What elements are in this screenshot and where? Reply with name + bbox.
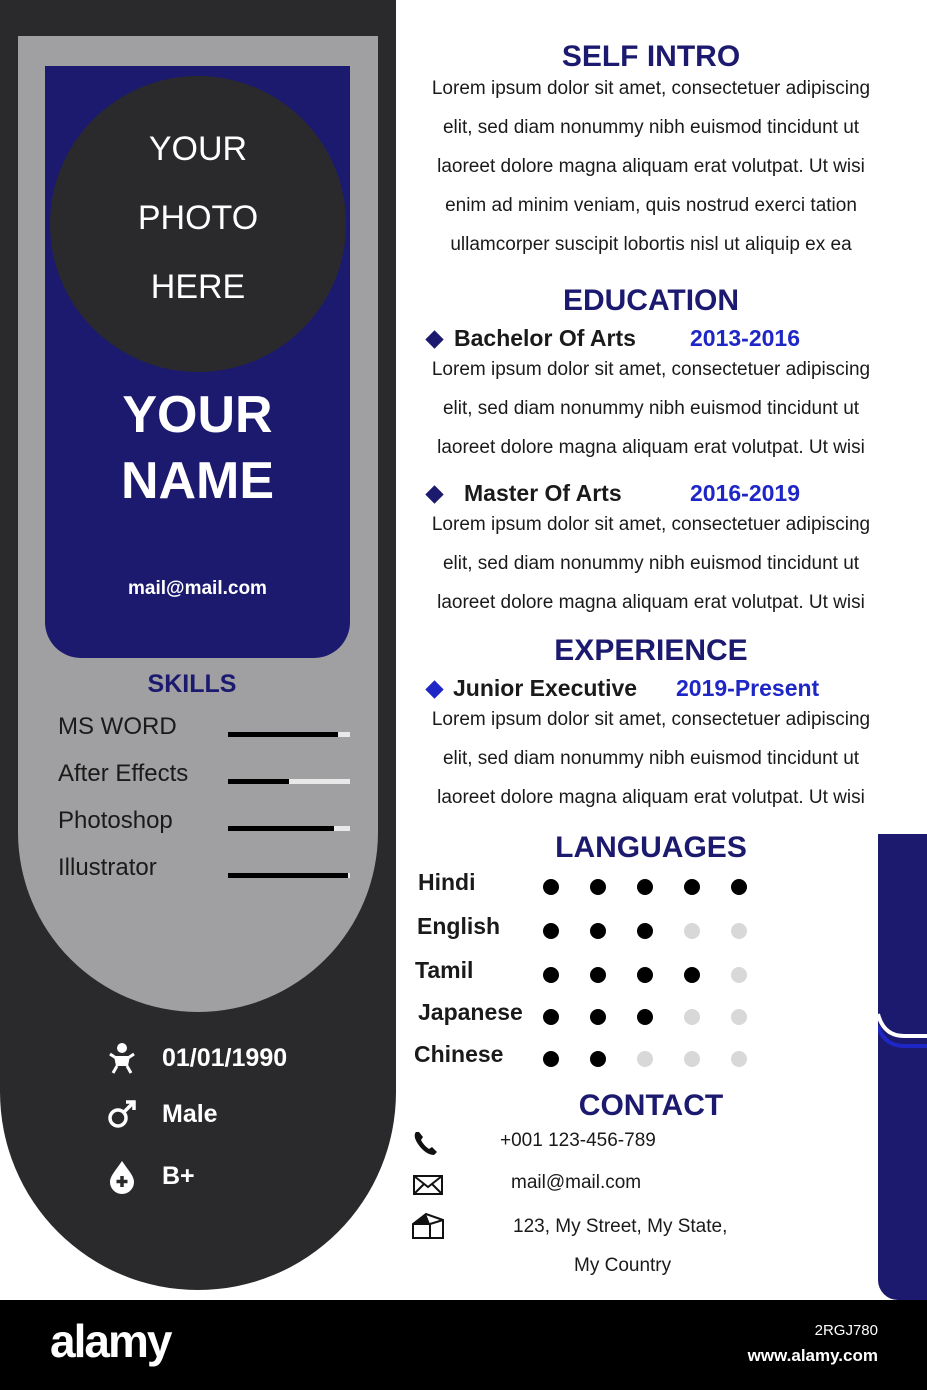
skill-bar-fill bbox=[228, 873, 348, 878]
photo-placeholder[interactable] bbox=[50, 76, 346, 372]
watermark-logo: alamy bbox=[50, 1315, 171, 1367]
male-symbol-icon bbox=[104, 1096, 140, 1132]
language-name: Chinese bbox=[414, 1041, 504, 1067]
text-line: ullamcorper suscipit lobortis nisl ut aliquip ex ea bbox=[450, 234, 852, 255]
address-line-1: 123, My Street, My State, bbox=[513, 1216, 728, 1237]
text-line: Lorem ipsum dolor sit amet, consectetuer adipiscing bbox=[431, 709, 871, 730]
photo-placeholder-line: YOUR bbox=[148, 130, 248, 168]
watermark-url: www.alamy.com bbox=[747, 1346, 878, 1365]
name-line-2: NAME bbox=[120, 452, 275, 510]
language-name: Hindi bbox=[418, 869, 476, 895]
text-line: laoreet dolore magna aliquam erat volutpat. Ut wisi bbox=[437, 156, 865, 177]
birthdate-value: 01/01/1990 bbox=[162, 1044, 288, 1072]
rating-dot-filled bbox=[590, 923, 606, 939]
text-line: laoreet dolore magna aliquam erat volutpat. Ut wisi bbox=[437, 787, 865, 808]
contact-title: CONTACT bbox=[578, 1089, 724, 1122]
text-line: Lorem ipsum dolor sit amet, consectetuer adipiscing bbox=[431, 514, 871, 535]
candidate-name bbox=[45, 382, 350, 514]
education-description bbox=[410, 505, 892, 622]
rating-dot-filled bbox=[543, 879, 559, 895]
education-title: EDUCATION bbox=[562, 284, 740, 317]
baby-icon bbox=[104, 1040, 140, 1076]
text-line: elit, sed diam nonummy nibh euismod tincidunt ut bbox=[442, 398, 860, 419]
rating-dot-filled bbox=[637, 967, 653, 983]
rating-dot-filled bbox=[590, 1009, 606, 1025]
watermark-image-id: 2RGJ780 bbox=[814, 1322, 878, 1339]
rating-dot-empty bbox=[731, 1009, 747, 1025]
blood-drop-icon bbox=[104, 1158, 140, 1194]
skills-title: SKILLS bbox=[147, 670, 237, 698]
rating-dot-empty bbox=[684, 1051, 700, 1067]
role-title: Junior Executive bbox=[453, 675, 638, 701]
language-name: Japanese bbox=[418, 999, 523, 1025]
rating-dot-filled bbox=[684, 879, 700, 895]
skill-row bbox=[58, 713, 358, 753]
role-years: 2019-Present bbox=[676, 675, 820, 701]
address-line-2: My Country bbox=[574, 1255, 672, 1276]
skill-label: Illustrator bbox=[58, 854, 157, 881]
rating-dot-filled bbox=[637, 1009, 653, 1025]
skill-row bbox=[58, 854, 358, 894]
skill-bar-track bbox=[228, 873, 350, 878]
language-name: English bbox=[417, 913, 501, 939]
blood-group-value: B+ bbox=[162, 1162, 195, 1190]
decorative-wave-icon bbox=[878, 1004, 927, 1064]
language-row bbox=[414, 999, 754, 1029]
text-line: elit, sed diam nonummy nibh euismod tincidunt ut bbox=[442, 553, 860, 574]
degree-years: 2016-2019 bbox=[690, 480, 800, 506]
rating-dot-filled bbox=[637, 879, 653, 895]
text-line: Lorem ipsum dolor sit amet, consectetuer adipiscing bbox=[431, 78, 871, 99]
rating-dot-filled bbox=[590, 967, 606, 983]
skill-bar-track bbox=[228, 826, 350, 831]
rating-dot-filled bbox=[731, 879, 747, 895]
skill-label: Photoshop bbox=[58, 807, 173, 834]
degree-title: Master Of Arts bbox=[464, 480, 622, 506]
skill-bar-track bbox=[228, 732, 350, 737]
language-row bbox=[414, 869, 754, 899]
text-line: elit, sed diam nonummy nibh euismod tincidunt ut bbox=[442, 117, 860, 138]
rating-dot-filled bbox=[543, 923, 559, 939]
language-name: Tamil bbox=[415, 957, 474, 983]
language-row bbox=[414, 1041, 754, 1071]
language-row bbox=[414, 913, 754, 943]
diamond-bullet-icon bbox=[425, 330, 443, 348]
contact-phone[interactable] bbox=[410, 1128, 770, 1162]
skill-row bbox=[58, 760, 358, 800]
rating-dot-empty bbox=[731, 967, 747, 983]
languages-title: LANGUAGES bbox=[555, 831, 747, 864]
rating-dot-empty bbox=[684, 1009, 700, 1025]
self-intro-title: SELF INTRO bbox=[561, 40, 741, 73]
photo-placeholder-line: PHOTO bbox=[137, 199, 259, 237]
text-line: enim ad minim veniam, quis nostrud exerci tation bbox=[445, 195, 857, 216]
skill-bar-fill bbox=[228, 779, 289, 784]
decorative-side-strip bbox=[878, 834, 927, 1300]
skill-bar-track bbox=[228, 779, 350, 784]
text-line: laoreet dolore magna aliquam erat volutpat. Ut wisi bbox=[437, 592, 865, 613]
contact-email-value: mail@mail.com bbox=[511, 1172, 642, 1193]
experience-title: EXPERIENCE bbox=[554, 634, 748, 667]
rating-dot-empty bbox=[731, 1051, 747, 1067]
contact-address bbox=[410, 1210, 770, 1290]
contact-email[interactable] bbox=[410, 1170, 770, 1204]
skill-label: After Effects bbox=[58, 760, 189, 787]
experience-description bbox=[410, 700, 892, 817]
gender-value: Male bbox=[162, 1100, 218, 1128]
self-intro-text bbox=[410, 69, 892, 264]
rating-dot-filled bbox=[637, 923, 653, 939]
diamond-bullet-icon bbox=[425, 485, 443, 503]
education-description bbox=[410, 350, 892, 467]
degree-title: Bachelor Of Arts bbox=[454, 325, 636, 351]
rating-dot-filled bbox=[543, 1051, 559, 1067]
skill-bar-fill bbox=[228, 732, 338, 737]
rating-dot-filled bbox=[543, 1009, 559, 1025]
phone-number: +001 123-456-789 bbox=[500, 1130, 656, 1151]
name-line-1: YOUR bbox=[122, 386, 273, 444]
skill-row bbox=[58, 807, 358, 847]
text-line: laoreet dolore magna aliquam erat volutpat. Ut wisi bbox=[437, 437, 865, 458]
skill-label: MS WORD bbox=[58, 713, 177, 740]
text-line: Lorem ipsum dolor sit amet, consectetuer adipiscing bbox=[431, 359, 871, 380]
photo-placeholder-line: HERE bbox=[150, 268, 246, 306]
rating-dot-filled bbox=[590, 1051, 606, 1067]
rating-dot-filled bbox=[590, 879, 606, 895]
rating-dot-filled bbox=[684, 967, 700, 983]
envelope-icon bbox=[410, 1170, 446, 1200]
rating-dot-empty bbox=[637, 1051, 653, 1067]
degree-years: 2013-2016 bbox=[690, 325, 800, 351]
profile-email[interactable]: mail@mail.com bbox=[128, 578, 267, 599]
skill-bar-fill bbox=[228, 826, 334, 831]
phone-icon bbox=[410, 1128, 446, 1158]
rating-dot-filled bbox=[543, 967, 559, 983]
diamond-bullet-icon bbox=[425, 680, 443, 698]
rating-dot-empty bbox=[684, 923, 700, 939]
language-row bbox=[414, 957, 754, 987]
rating-dot-empty bbox=[731, 923, 747, 939]
house-icon bbox=[410, 1210, 446, 1240]
text-line: elit, sed diam nonummy nibh euismod tincidunt ut bbox=[442, 748, 860, 769]
